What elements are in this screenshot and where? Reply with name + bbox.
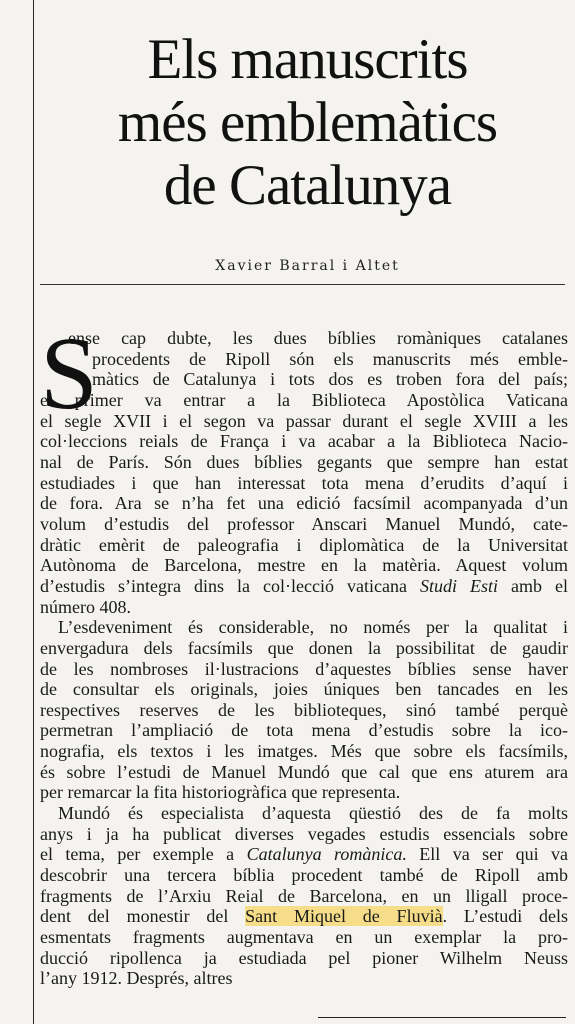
text-segment: Ell va ser qui va (406, 844, 568, 865)
article-title (40, 28, 575, 217)
text-line: és sobre l’estudi de Manuel Mundó que cal que ens aturem ara (40, 761, 568, 782)
text-line: ducció ripollenca ja estudiada pel pioner Wilhelm Neuss (40, 947, 568, 968)
text-line: L’esdeveniment és considerable, no només per la qualitat i (58, 617, 568, 638)
footnote-rule (318, 1017, 566, 1018)
series-title: Studi Esti (419, 575, 498, 596)
text-line: col·leccions reials de França i va acabar a la Biblioteca Nacio- (40, 431, 568, 452)
text-line (40, 844, 568, 865)
text-line: de les nombroses il·lustracions d’aquestes bíblies sense haver (40, 658, 568, 679)
text-line: estudiades i que han interessat tota mena d’erudits d’aquí i (40, 472, 568, 493)
text-line: l’any 1912. Després, altres (40, 968, 233, 989)
title-line-1: Els manuscrits (147, 28, 468, 91)
title-line-2: més emblemàtics (117, 91, 498, 154)
book-title: Catalunya romànica. (246, 844, 407, 865)
column-rule (33, 0, 34, 1024)
text-line: envergadura dels facsímils que donen la possibilitat de gaudir (40, 637, 568, 658)
paragraph-2 (40, 617, 568, 803)
text-line: esmentats fragments augmentava en un exemplar la pro- (40, 927, 568, 948)
text-line (40, 576, 568, 597)
text-line: Mundó és especialista d’aquesta qüestió des de fa molts (58, 803, 568, 824)
highlighted-text: Sant Miquel de Fluvià (245, 906, 443, 927)
text-line: volum d’estudis del professor Anscari Manuel Mundó, cate- (40, 513, 568, 534)
text-line: ense cap dubte, les dues bíblies romàniques catalanes (68, 328, 568, 348)
text-line: anys i ja ha publicat diverses vegades estudis essencials sobre (40, 823, 568, 844)
text-line (40, 906, 568, 927)
title-line-3: de Catalunya (163, 154, 452, 217)
drop-cap: S (40, 316, 98, 431)
text-line: màtics de Catalunya i tots dos es troben fora del país; (92, 369, 568, 390)
text-line: nal de París. Són dues bíblies gegants que sempre han estat (40, 451, 568, 472)
text-segment: dent del monestir del (40, 906, 246, 927)
text-segment: d’estudis s’integra dins la col·lecció vaticana (40, 575, 420, 596)
text-segment: el tema, per exemple a (40, 844, 247, 865)
text-line: procedents de Ripoll són els manuscrits més emble- (92, 348, 568, 369)
text-line: el primer va entrar a la Biblioteca Apostòlica Vaticana (40, 389, 568, 410)
paragraph-3 (40, 803, 568, 989)
text-line: de consultar els originals, joies úniques ben tancades en les (40, 679, 568, 700)
text-line: dràtic emèrit de paleografia i diplomàtica de la Universitat (40, 534, 568, 555)
article-body (40, 316, 568, 989)
byline-divider (40, 284, 565, 285)
text-segment: amb el (497, 575, 568, 596)
text-line: fragments de l’Arxiu Reial de Barcelona, en un lligall proce- (40, 885, 568, 906)
text-line: descobrir una tercera bíblia procedent també de Ripoll amb (40, 865, 568, 886)
paragraph-1 (40, 316, 568, 617)
text-line: permetran l’ampliació de tota mena d’estudis sobre la ico- (40, 720, 568, 741)
text-line: respectives reserves de les biblioteques, sinó també perquè (40, 699, 568, 720)
text-line: per remarcar la fita historiogràfica que representa. (40, 782, 401, 803)
text-line: nografia, els textos i les imatges. Més que sobre els facsímils, (40, 741, 568, 762)
author-byline: Xavier Barral i Altet (215, 258, 400, 274)
text-line: el segle XVII i el segon va passar durant el segle XVIII a les (40, 410, 568, 431)
text-line: Autònoma de Barcelona, mestre en la matèria. Aquest volum (40, 555, 568, 576)
text-line: de fora. Ara se n’ha fet una edició facsímil acompanyada d’un (40, 493, 568, 514)
text-line: número 408. (40, 596, 131, 617)
text-segment: . L’estudi dels (442, 906, 568, 927)
